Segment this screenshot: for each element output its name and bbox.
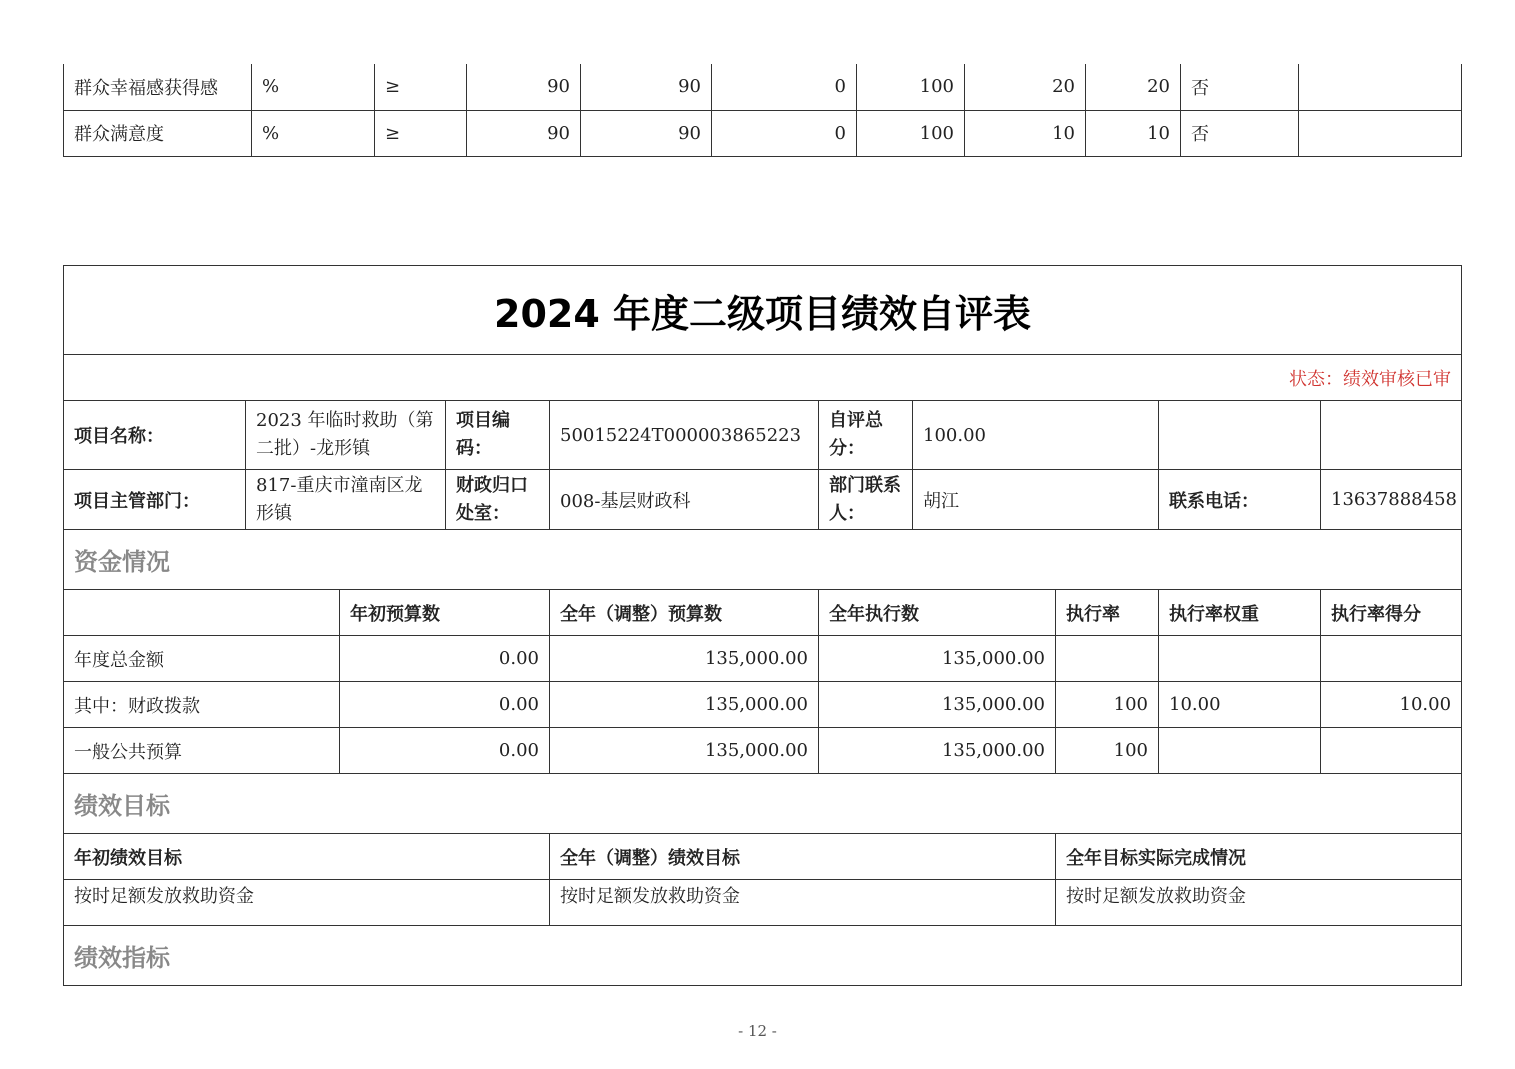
funds-initial: 0.00: [340, 728, 550, 774]
funds-section-heading: 资金情况: [64, 530, 1462, 590]
phone-value: 13637888458: [1321, 470, 1462, 530]
indicators-section-heading: 绩效指标: [64, 926, 1462, 986]
indicator-value: 90: [581, 110, 712, 156]
funds-header: 全年（调整）预算数: [550, 590, 819, 636]
funds-header: 执行率得分: [1321, 590, 1462, 636]
indicator-continuation-table: [63, 64, 1462, 157]
goals-header: 全年目标实际完成情况: [1056, 834, 1462, 880]
finance-office-label: 财政归口处室：: [446, 470, 550, 530]
indicator-name: 群众幸福感获得感: [64, 64, 252, 110]
table-row: [64, 682, 1462, 728]
indicator-note: [1299, 64, 1462, 110]
indicator-flag: 否: [1181, 64, 1299, 110]
funds-executed: 135,000.00: [819, 636, 1056, 682]
page-number: - 12 -: [738, 1022, 777, 1040]
table-row: [64, 110, 1462, 156]
indicator-operator: ≥: [375, 110, 467, 156]
indicator-value: 10: [1086, 110, 1181, 156]
indicator-note: [1299, 110, 1462, 156]
status-badge: 状态：绩效审核已审: [64, 355, 1462, 401]
funds-initial: 0.00: [340, 636, 550, 682]
indicator-value: 20: [965, 64, 1086, 110]
department-value: 817-重庆市潼南区龙形镇: [246, 470, 446, 530]
indicator-operator: ≥: [375, 64, 467, 110]
funds-header: [64, 590, 340, 636]
goal-actual: 按时足额发放救助资金: [1056, 880, 1462, 926]
indicator-unit: %: [252, 110, 375, 156]
indicator-value: 0: [712, 110, 857, 156]
goals-value-row: [64, 880, 1462, 926]
indicator-unit: %: [252, 64, 375, 110]
status-row: [64, 355, 1462, 401]
funds-row-label: 其中：财政拨款: [64, 682, 340, 728]
funds-adjusted: 135,000.00: [550, 682, 819, 728]
funds-score: 10.00: [1321, 682, 1462, 728]
self-score-label: 自评总分：: [819, 401, 913, 470]
contact-person-value: 胡江: [913, 470, 1159, 530]
funds-header: 执行率权重: [1159, 590, 1321, 636]
table-row: [64, 64, 1462, 110]
form-title: 2024 年度二级项目绩效自评表: [64, 266, 1462, 355]
funds-header: 年初预算数: [340, 590, 550, 636]
section-row: [64, 774, 1462, 834]
indicator-value: 0: [712, 64, 857, 110]
indicator-value: 20: [1086, 64, 1181, 110]
contact-person-label: 部门联系人：: [819, 470, 913, 530]
indicator-flag: 否: [1181, 110, 1299, 156]
goals-section-heading: 绩效目标: [64, 774, 1462, 834]
funds-weight: [1159, 728, 1321, 774]
funds-initial: 0.00: [340, 682, 550, 728]
indicator-name: 群众满意度: [64, 110, 252, 156]
funds-rate: 100: [1056, 728, 1159, 774]
indicator-value: 90: [467, 64, 581, 110]
goal-initial: 按时足额发放救助资金: [64, 880, 550, 926]
funds-score: [1321, 728, 1462, 774]
goals-header: 全年（调整）绩效目标: [550, 834, 1056, 880]
section-row: [64, 926, 1462, 986]
funds-header: 执行率: [1056, 590, 1159, 636]
indicator-value: 90: [581, 64, 712, 110]
empty-label: [1159, 401, 1321, 470]
table-row: [64, 728, 1462, 774]
indicator-value: 90: [467, 110, 581, 156]
finance-office-value: 008-基层财政科: [550, 470, 819, 530]
indicator-value: 100: [857, 64, 965, 110]
goals-header-row: [64, 834, 1462, 880]
indicator-value: 10: [965, 110, 1086, 156]
funds-executed: 135,000.00: [819, 728, 1056, 774]
project-name-label: 项目名称：: [64, 401, 246, 470]
funds-score: [1321, 636, 1462, 682]
project-name-value: 2023 年临时救助（第二批）-龙形镇: [246, 401, 446, 470]
goal-adjusted: 按时足额发放救助资金: [550, 880, 1056, 926]
section-row: [64, 530, 1462, 590]
funds-adjusted: 135,000.00: [550, 728, 819, 774]
funds-adjusted: 135,000.00: [550, 636, 819, 682]
funds-rate: [1056, 636, 1159, 682]
funds-rate: 100: [1056, 682, 1159, 728]
phone-label: 联系电话：: [1159, 470, 1321, 530]
department-label: 项目主管部门：: [64, 470, 246, 530]
department-info-row: [64, 470, 1462, 530]
funds-header-row: [64, 590, 1462, 636]
indicator-value: 100: [857, 110, 965, 156]
funds-row-label: 年度总金额: [64, 636, 340, 682]
self-evaluation-form: [63, 265, 1462, 986]
goals-header: 年初绩效目标: [64, 834, 550, 880]
funds-weight: [1159, 636, 1321, 682]
project-info-row: [64, 401, 1462, 470]
empty-value: [1321, 401, 1462, 470]
project-code-value: 50015224T000003865223: [550, 401, 819, 470]
table-row: [64, 636, 1462, 682]
funds-row-label: 一般公共预算: [64, 728, 340, 774]
funds-header: 全年执行数: [819, 590, 1056, 636]
self-score-value: 100.00: [913, 401, 1159, 470]
title-row: [64, 266, 1462, 355]
project-code-label: 项目编码：: [446, 401, 550, 470]
funds-weight: 10.00: [1159, 682, 1321, 728]
funds-executed: 135,000.00: [819, 682, 1056, 728]
